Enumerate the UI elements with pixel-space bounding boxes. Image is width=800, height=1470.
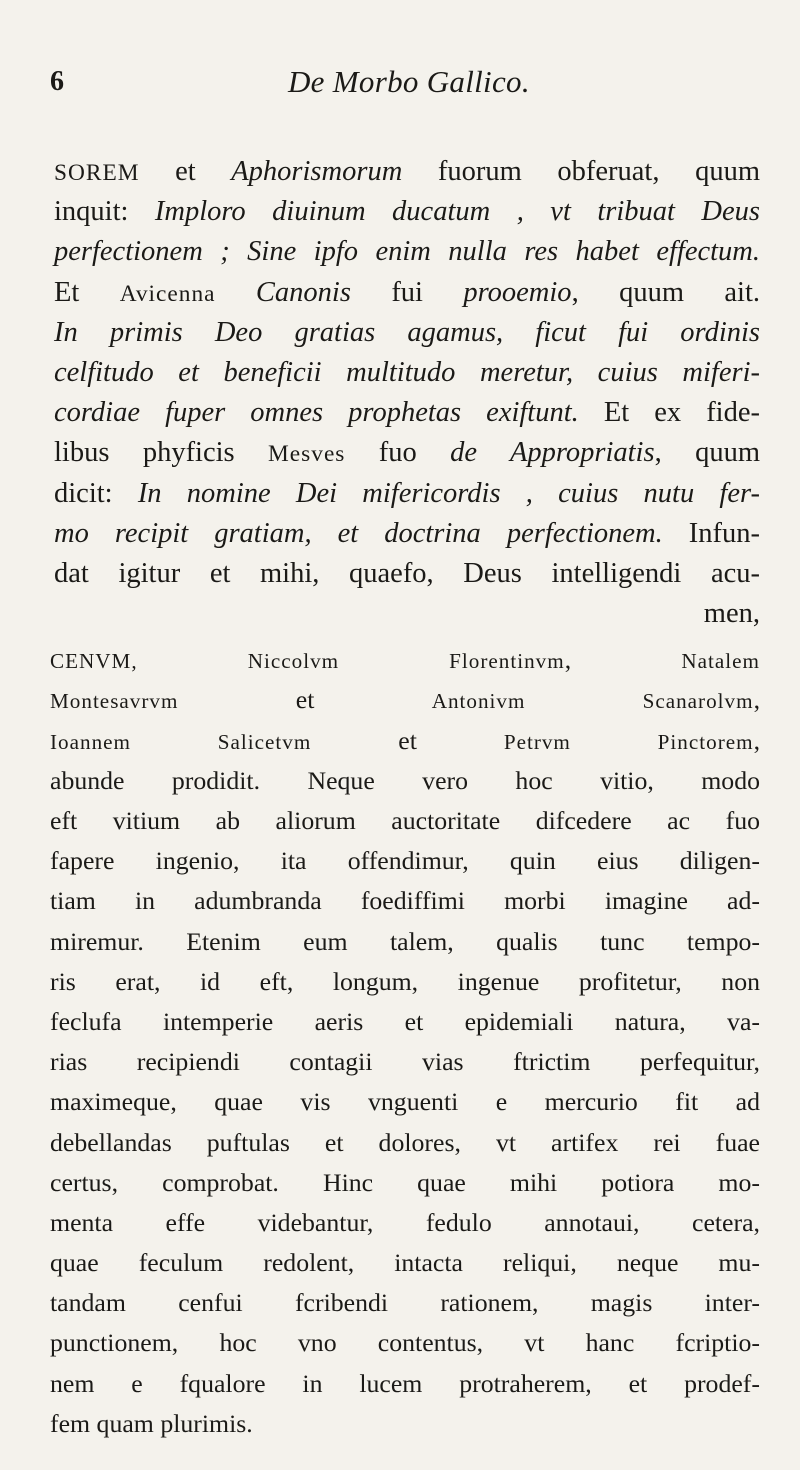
text-line — [50, 474, 760, 514]
text-segment: quae feculum redolent, intacta reliqui, neque mu- — [50, 1248, 760, 1278]
small-caps-text: Montesavrvm — [50, 689, 179, 714]
text-line — [50, 1243, 760, 1283]
text-segment: et — [139, 156, 232, 187]
text-segment: punctionem, hoc vno contentus, vt hanc fcriptio- — [50, 1328, 760, 1358]
small-caps-text: Antonivm Scanarolvm — [431, 689, 754, 714]
text-segment: eft vitium ab aliorum auctoritate difcedere ac fuo — [50, 806, 760, 835]
text-segment: ris erat, id eft, longum, ingenue profitetur, non — [50, 966, 760, 996]
text-segment: dat igitur et mihi, quaefo, Deus intelligendi acu- — [54, 557, 760, 589]
text-line — [50, 273, 760, 313]
italic-text: cordiae fuper omnes prophetas exiftunt. — [54, 397, 579, 429]
italic-text: In primis Deo gratias agamus, ficut fui ordinis — [54, 316, 760, 348]
text-segment: rias recipiendi contagii vias ftrictim perfequitur, — [50, 1047, 760, 1077]
text-segment: , — [753, 725, 760, 755]
text-segment: Et ex fide- — [578, 397, 760, 429]
text-line — [50, 1404, 760, 1444]
text-line — [50, 1002, 760, 1042]
text-line — [50, 922, 760, 962]
text-line — [50, 353, 760, 393]
text-line — [50, 1203, 760, 1243]
small-caps-text: CENVM, — [50, 649, 248, 674]
text-line — [50, 152, 760, 192]
small-caps-text: SOREM — [54, 160, 140, 186]
paragraph-2 — [50, 640, 760, 1444]
text-line — [50, 313, 760, 353]
paragraph-1-tail: men, — [703, 598, 760, 630]
italic-text: Canonis — [255, 276, 351, 308]
text-segment: , quum ait. — [571, 276, 760, 308]
text-line — [50, 1323, 760, 1363]
text-line — [50, 1163, 760, 1203]
running-title: De Morbo Gallico. — [288, 64, 530, 99]
text-line — [50, 192, 760, 232]
text-segment: fapere ingenio, ita offendimur, quin eius diligen- — [50, 846, 760, 876]
small-caps-text: Niccolvm Florentinvm — [247, 649, 565, 674]
small-caps-text: Ioannem Salicetvm — [50, 729, 312, 754]
text-segment: , — [564, 645, 682, 675]
small-caps-text: Natalem — [681, 649, 760, 674]
small-caps-text: Mesves — [268, 441, 346, 468]
text-line — [50, 554, 760, 594]
text-segment: feclufa intemperie aeris et epidemiali natura, va- — [50, 1006, 760, 1036]
text-line — [50, 433, 760, 473]
text-segment: inquit: — [54, 196, 155, 228]
text-line — [50, 680, 760, 720]
text-line — [50, 1123, 760, 1163]
text-line — [50, 721, 760, 761]
text-segment: tiam in adumbranda foediffimi morbi imagine ad- — [50, 886, 760, 916]
text-segment: libus phyficis — [54, 437, 269, 469]
text-line — [50, 514, 760, 554]
text-line — [50, 801, 760, 841]
small-caps-text: Avicenna — [119, 280, 216, 307]
text-line — [50, 761, 760, 801]
text-segment: Et — [54, 276, 120, 308]
text-segment: , quum — [654, 437, 760, 469]
text-line — [50, 232, 760, 272]
page-number: 6 — [50, 66, 64, 97]
text-segment: Infun- — [662, 517, 760, 549]
text-segment: tandam cenfui fcribendi rationem, magis inter- — [50, 1288, 760, 1318]
text-segment: menta effe videbantur, fedulo annotaui, cetera, — [50, 1207, 760, 1237]
text-segment: dicit: — [54, 477, 138, 509]
text-segment: fuorum obferuat, quum — [402, 156, 760, 187]
italic-text: celfitudo et beneficii multitudo meretur, cuius miferi- — [54, 356, 760, 388]
italic-text: mo recipit gratiam, et doctrina perfectionem. — [54, 517, 663, 549]
italic-text: Aphorismorum — [231, 156, 403, 187]
text-line — [50, 1042, 760, 1082]
paragraph-1 — [50, 152, 760, 594]
text-segment: et — [311, 725, 504, 755]
text-line — [50, 1082, 760, 1122]
running-head — [50, 62, 760, 112]
text-segment: fui — [350, 276, 464, 308]
text-line — [50, 640, 760, 680]
text-line — [50, 962, 760, 1002]
italic-text: In nomine Dei mifericordis , cuius nutu fer- — [137, 477, 760, 509]
text-segment: fem quam plurimis. — [50, 1408, 253, 1438]
text-line — [50, 841, 760, 881]
text-segment: certus, comprobat. Hinc quae mihi potiora mo- — [50, 1167, 760, 1197]
small-caps-text: Petrvm Pinctorem — [503, 729, 754, 754]
text-segment: miremur. Etenim eum talem, qualis tunc tempo- — [50, 926, 760, 956]
text-line — [50, 393, 760, 433]
text-segment: abunde prodidit. Neque vero hoc vitio, modo — [50, 765, 760, 795]
text-line — [50, 881, 760, 921]
italic-text: perfectionem ; Sine ipfo enim nulla res habet effectum. — [54, 236, 760, 268]
text-line — [50, 1283, 760, 1323]
text-segment: , — [753, 685, 760, 715]
text-segment: fuo — [345, 437, 451, 469]
text-segment: et — [178, 685, 432, 715]
text-line — [50, 1364, 760, 1404]
text-segment: maximeque, quae vis vnguenti e mercurio fit ad — [50, 1087, 760, 1117]
italic-text: Imploro diuinum ducatum , vt tribuat Deus — [154, 196, 760, 228]
text-segment: debellandas puftulas et dolores, vt artifex rei fuae — [50, 1127, 760, 1157]
italic-text: de Appropriatis — [450, 437, 655, 469]
text-segment — [216, 277, 256, 308]
italic-text: prooemio — [463, 276, 572, 308]
text-segment: nem e fqualore in lucem protraherem, et prodef- — [50, 1368, 760, 1398]
